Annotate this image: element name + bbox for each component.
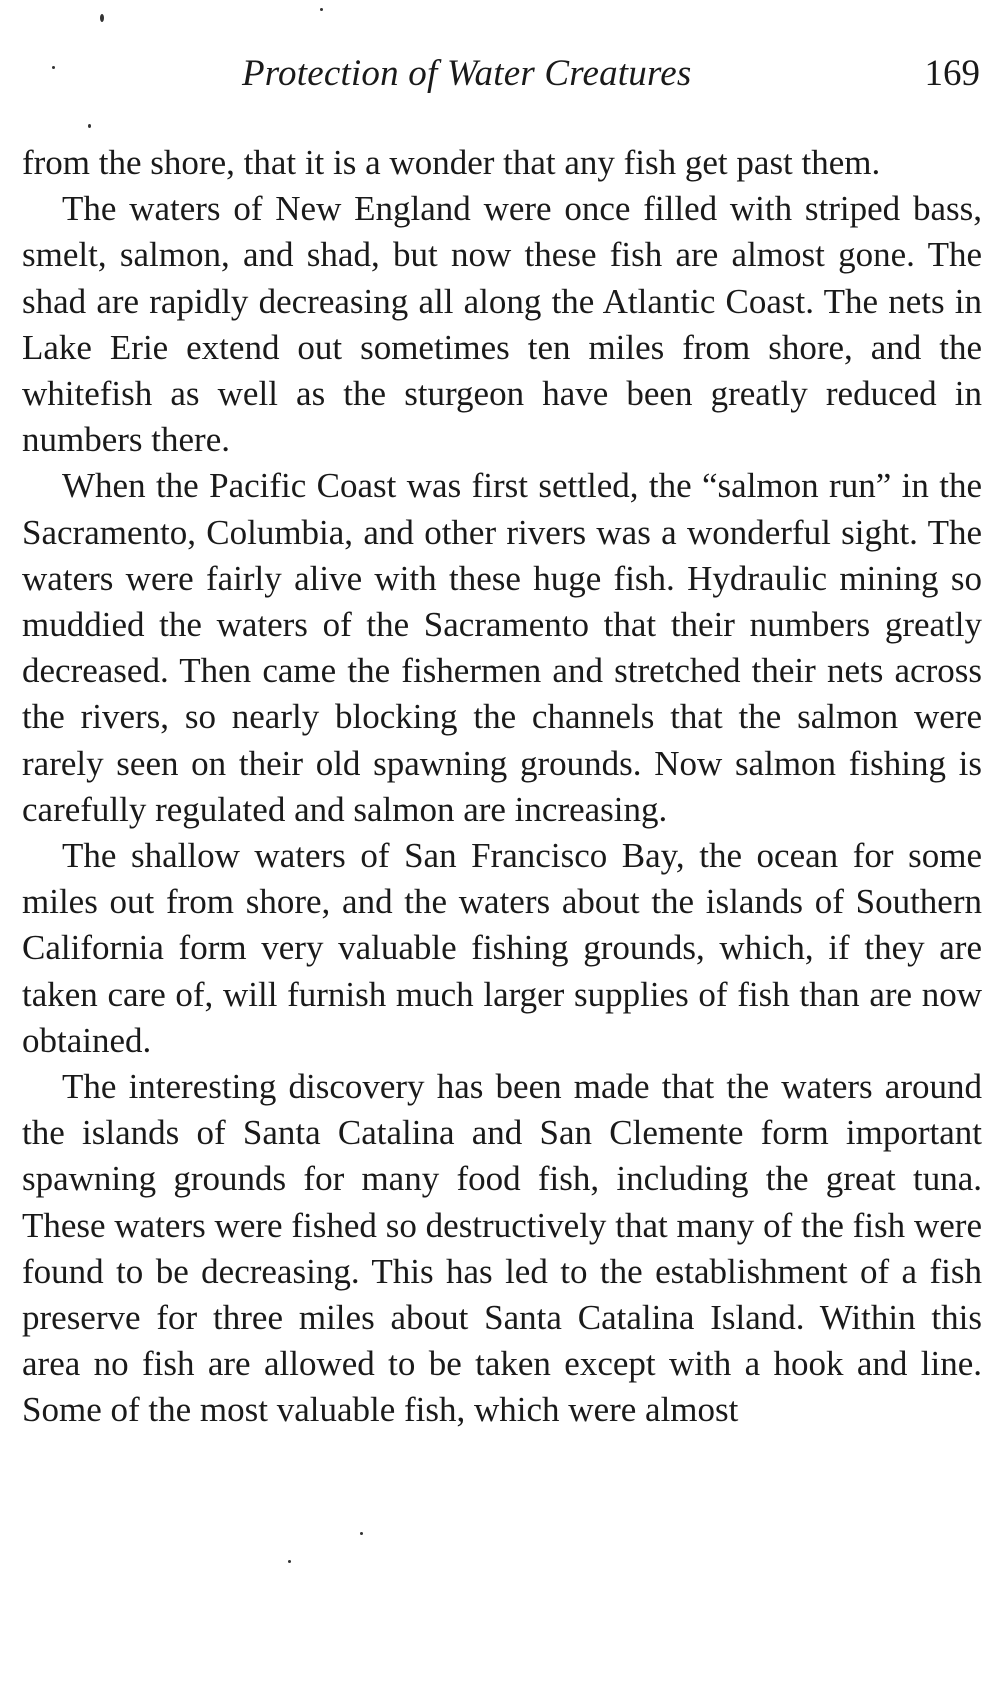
print-speck	[288, 1560, 291, 1563]
paragraph-continued: from the shore, that it is a wonder that any fish get past them.	[22, 143, 881, 182]
running-title: Protection of Water Creatures	[242, 53, 692, 94]
page-number: 169	[924, 53, 980, 94]
print-speck	[100, 14, 104, 22]
paragraph-pacific-coast: When the Pacific Coast was first settled, the “salmon run” in the Sacramento, Columbia, and other rivers was a wonderful sight. The waters were fairly alive with these huge fish. Hydraulic mining so muddied the waters of the Sacramento that their numbers greatly decreased. Then came the fishermen and stretched their nets across the rivers, so nearly blocking the channels that the salmon were rarely seen on their old spawning grounds. Now salmon fishing is carefully regulated and salmon are increasing.	[22, 466, 982, 829]
print-speck	[320, 8, 323, 11]
print-speck	[360, 1532, 363, 1535]
page-header	[22, 52, 980, 112]
paragraph-santa-catalina: The interesting discovery has been made that the waters around the islands of Santa Catalina and San Clemente form important spawning grounds for many food fish, including the great tuna. These waters were fished so destructively that many of the fish were found to be decreasing. This has led to the establishment of a fish preserve for three miles about Santa Catalina Island. Within this area no fish are allowed to be taken except with a hook and line. Some of the most valuable fish, which were almost	[22, 1067, 982, 1430]
body-text	[22, 140, 982, 1434]
print-speck	[88, 124, 91, 128]
paragraph-new-england: The waters of New England were once filled with striped bass, smelt, salmon, and shad, but now these fish are almost gone. The shad are rapidly decreasing all along the Atlantic Coast. The nets in Lake Erie extend out sometimes ten miles from shore, and the whitefish as well as the sturgeon have been greatly reduced in numbers there.	[22, 189, 982, 460]
paragraph-san-francisco-bay: The shallow waters of San Francisco Bay, the ocean for some miles out from shore, and the waters about the islands of Southern California form very valuable fishing grounds, which, if they are taken care of, will furnish much larger supplies of fish than are now obtained.	[22, 836, 982, 1060]
